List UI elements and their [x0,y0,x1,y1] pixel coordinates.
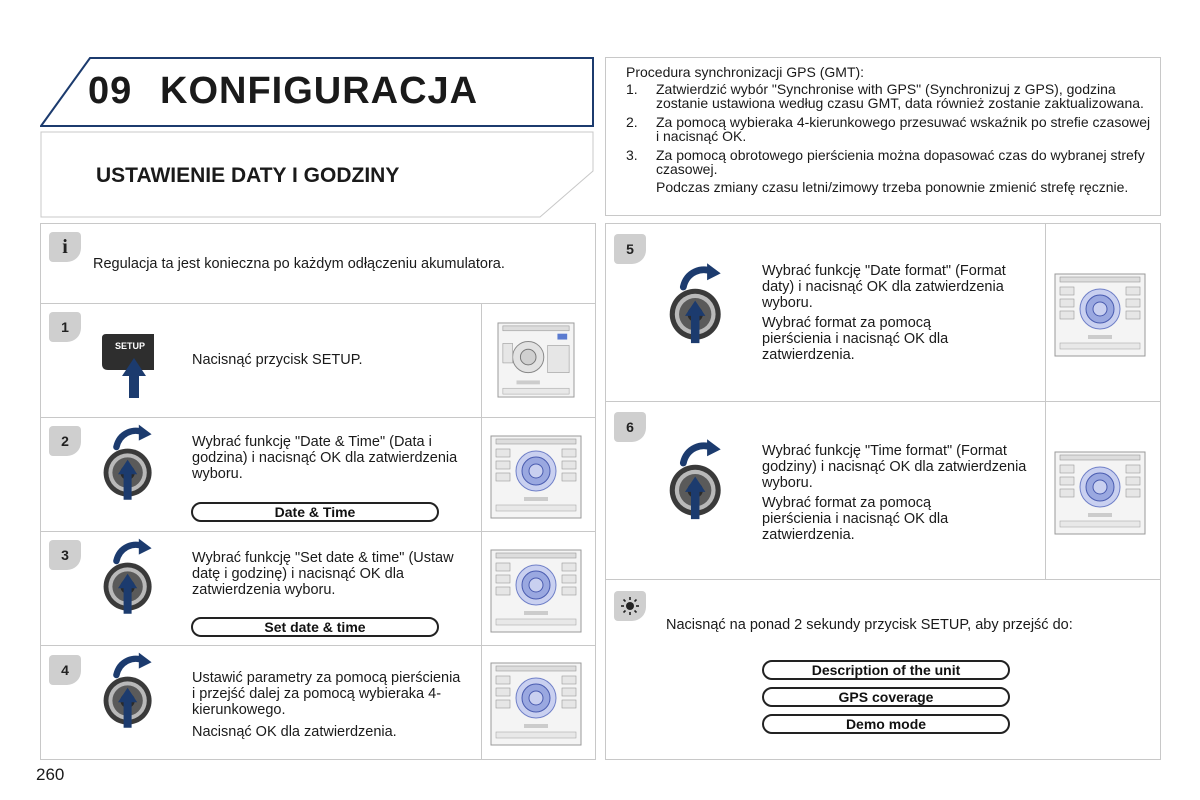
rotary-knob-icon [102,422,166,504]
radio-panel-icon [488,435,584,519]
gps-intro: Procedura synchronizacji GPS (GMT): [626,64,865,80]
gps-step: 3. Za pomocą obrotowego pierścienia można dopasować czas do wybranej strefy czasowej. [626,147,1145,177]
step-5-text2: Wybrać format za pomocą pierścienia i nacisnąć OK dla zatwierdzenia. [762,315,949,363]
radio-panel-icon [488,549,584,633]
radio-panel-icon [494,322,578,398]
info-text: Regulacja ta jest konieczna po każdym odłączeniu akumulatora. [93,256,505,272]
setup-button-label: SETUP [114,341,146,351]
step-badge-4: 4 [49,655,81,685]
gps-step: 1. Zatwierdzić wybór "Synchronise with GPS" (Synchronizuj z GPS), godzina zostanie ustawiona według czasu GMT, data również zostanie zaktualizowana. [626,81,1144,111]
page-number: 260 [36,765,65,784]
step-4-text: Ustawić parametry za pomocą pierścienia i przejść dalej za pomocą wybieraka 4-kierunkowego. [192,670,461,718]
rotary-knob-icon [102,536,166,618]
step-6-text2: Wybrać format za pomocą pierścienia i nacisnąć OK dla zatwierdzenia. [762,495,949,543]
step-6-text: Wybrać funkcję "Time format" (Format godziny) i nacisnąć OK dla zatwierdzenia wyboru. [762,443,1027,491]
step-5-text: Wybrać funkcję "Date format" (Format daty) i nacisnąć OK dla zatwierdzenia wyboru. [762,263,1006,311]
section-title: USTAWIENIE DATY I GODZINY [96,164,400,187]
menu-option-description: Description of the unit [762,660,1010,680]
gps-procedure-box [605,57,1161,216]
gps-note: Podczas zmiany czasu letni/zimowy trzeba ponownie zmienić strefę ręcznie. [656,179,1129,195]
menu-option-date-time: Date & Time [191,502,439,522]
step-1-text: Nacisnąć przycisk SETUP. [192,352,363,368]
step-3-text: Wybrać funkcję "Set date & time" (Ustaw datę i godzinę) i nacisnąć OK dla zatwierdzenia wyboru. [192,550,454,598]
tip-lightbulb-icon [614,591,646,621]
step-4-text2: Nacisnąć OK dla zatwierdzenia. [192,724,397,740]
radio-panel-icon [488,662,584,746]
radio-panel-icon [1052,273,1148,357]
menu-option-set-date-time: Set date & time [191,617,439,637]
menu-option-demo-mode: Demo mode [762,714,1010,734]
rotary-knob-icon [668,436,736,524]
radio-panel-icon [1052,451,1148,535]
setup-button-icon [100,330,158,400]
step-badge-5: 5 [614,234,646,264]
step-badge-1: 1 [49,312,81,342]
gps-step: 2. Za pomocą wybieraka 4-kierunkowego przesuwać wskaźnik po strefie czasowej i nacisnąć OK. [626,114,1151,144]
rotary-knob-icon [668,260,736,348]
tip-text: Nacisnąć na ponad 2 sekundy przycisk SETUP, aby przejść do: [666,617,1073,633]
chapter-title: KONFIGURACJA [160,70,479,112]
step-badge-6: 6 [614,412,646,442]
step-badge-3: 3 [49,540,81,570]
step-2-text: Wybrać funkcję "Date & Time" (Data i godzina) i nacisnąć OK dla zatwierdzenia wyboru. [192,434,458,482]
step-badge-2: 2 [49,426,81,456]
chapter-number: 09 [88,70,133,112]
rotary-knob-icon [102,650,166,732]
menu-option-gps-coverage: GPS coverage [762,687,1010,707]
info-icon: i [49,232,81,262]
